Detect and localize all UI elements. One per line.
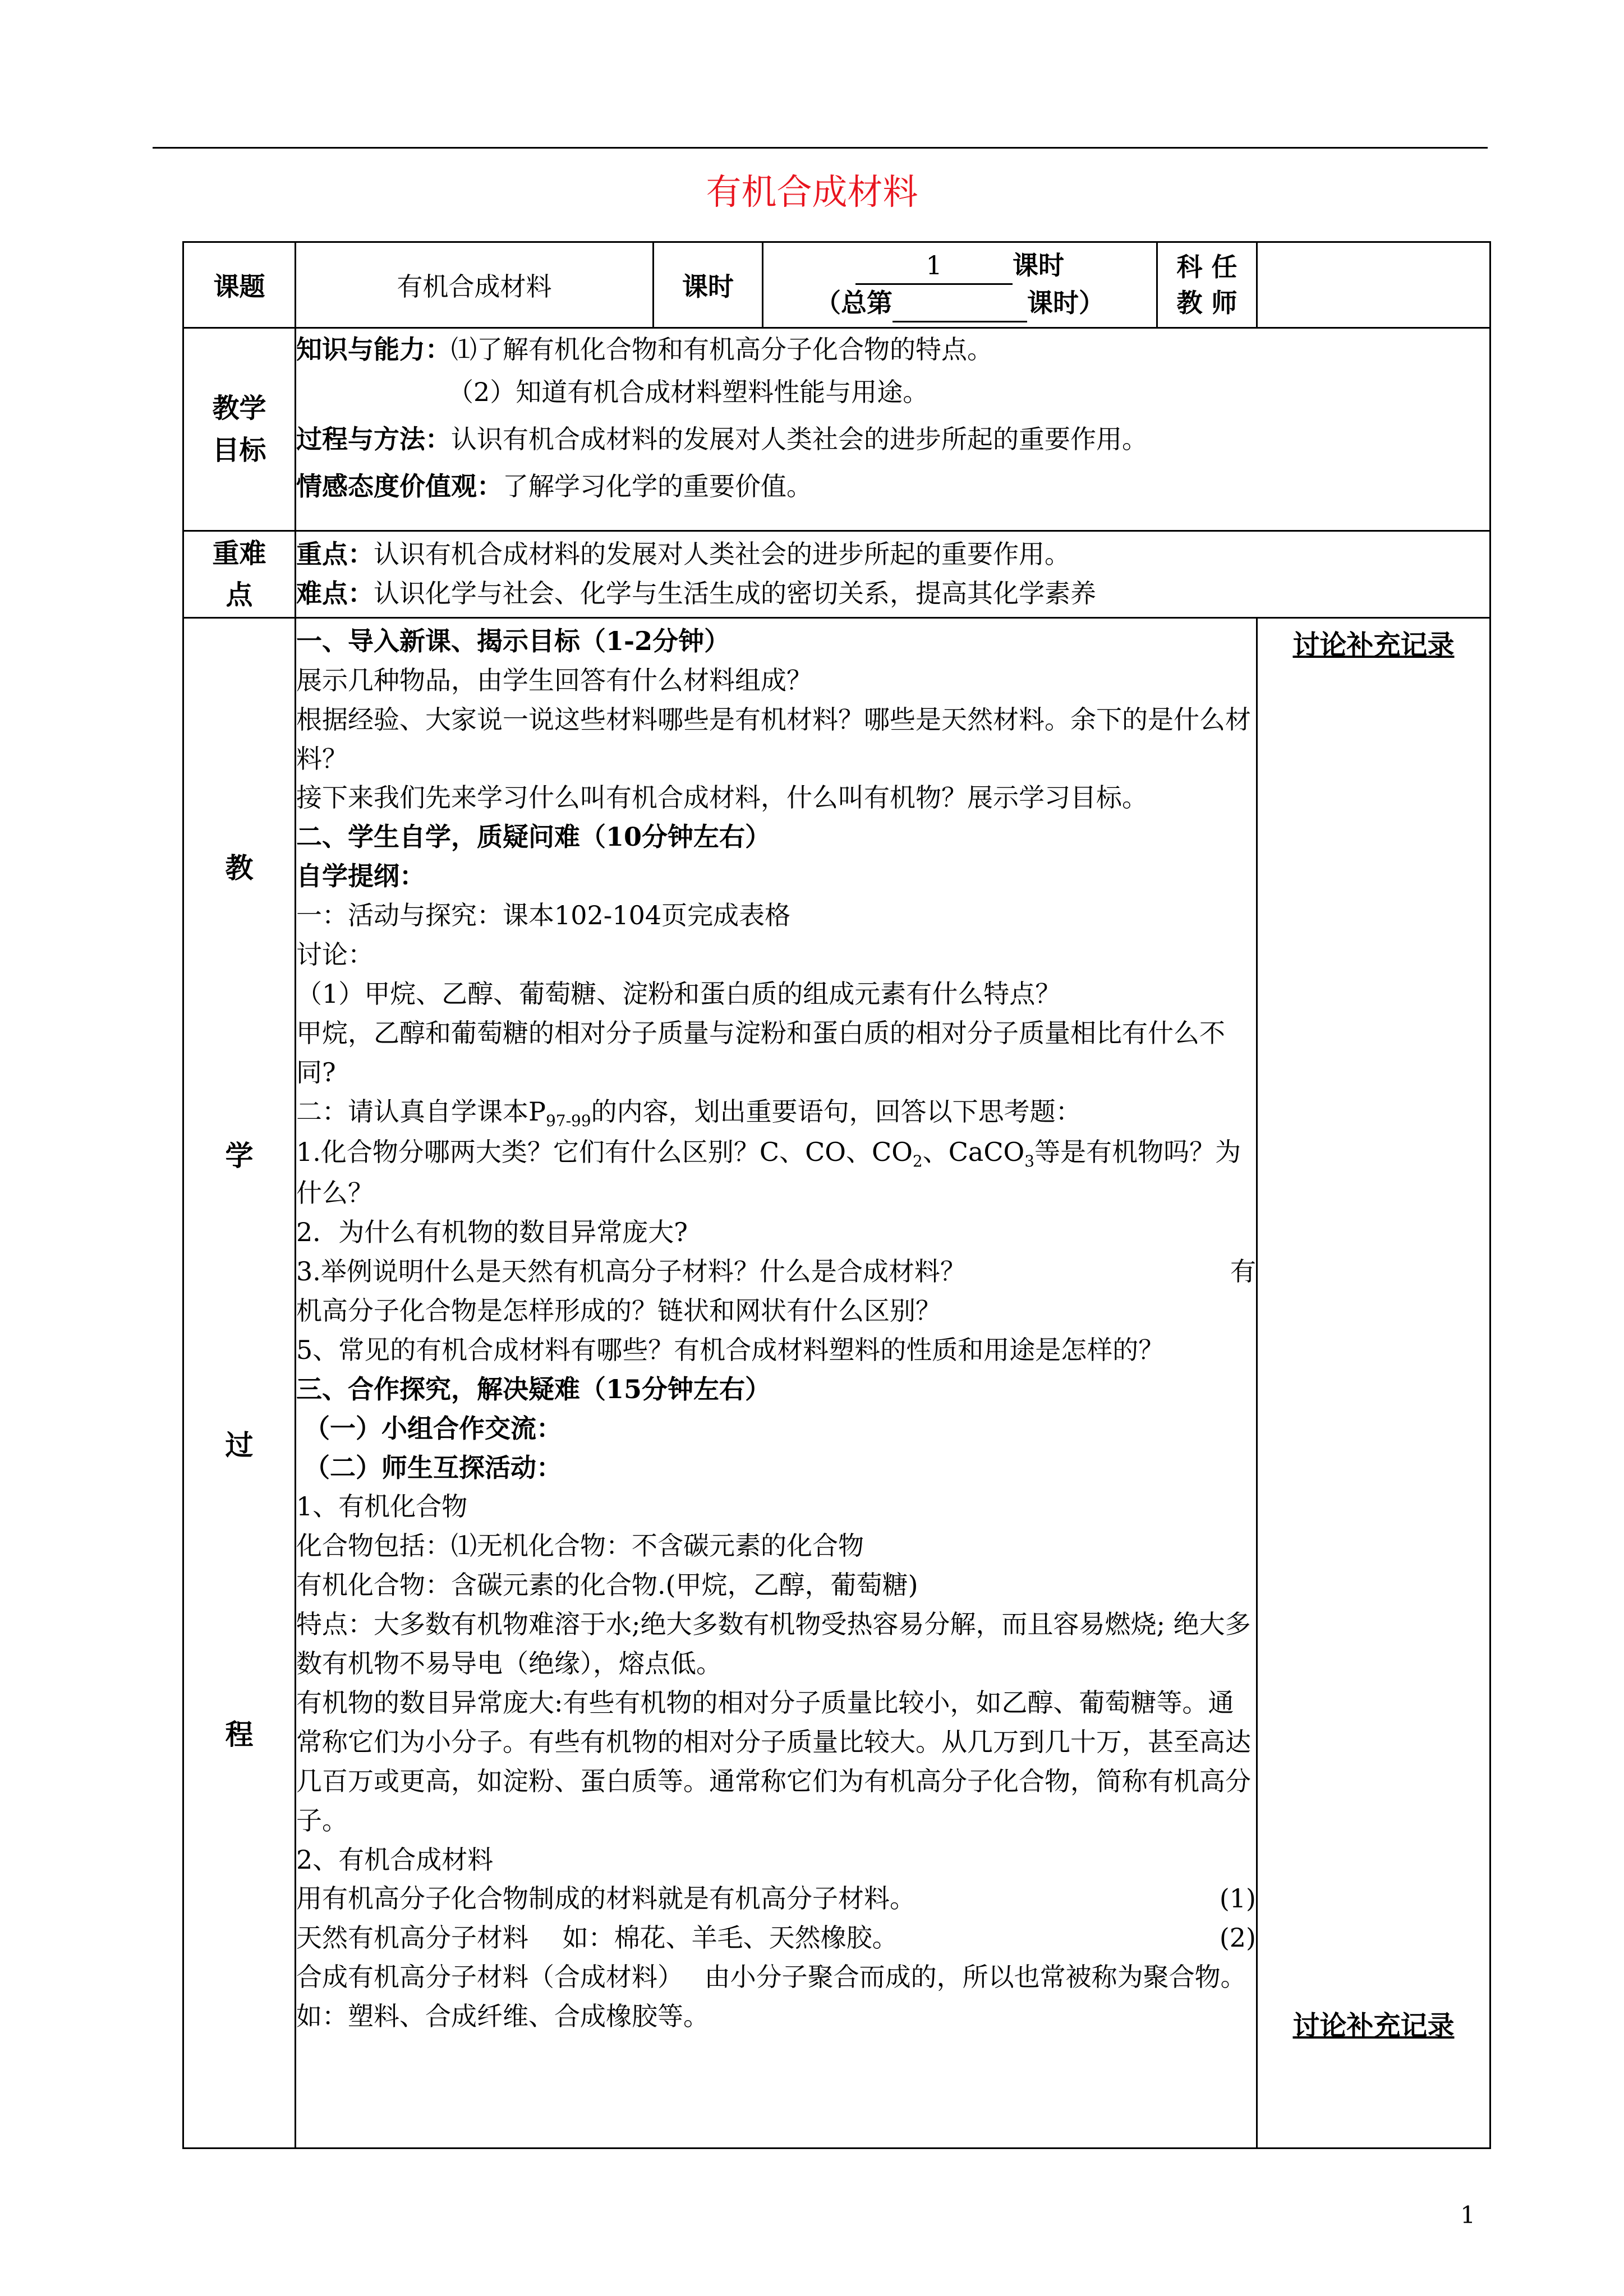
s2-line-9: 机高分子化合物是怎样形成的？链状和网状有什么区别？ <box>296 1295 941 1326</box>
s1-line-1: 展示几种物品，由学生回答有什么材料组成？ <box>296 665 812 695</box>
s2-line-8 <box>296 1252 1256 1292</box>
s2-line-4: 甲烷，乙醇和葡萄糖的相对分子质量与淀粉和蛋白质的相对分子质量相比有什么不同? <box>296 1017 1225 1087</box>
s3-line-1: 化合物包括：⑴无机化合物：不含碳元素的化合物 <box>296 1530 864 1561</box>
topic-value: 有机合成材料 <box>296 242 654 328</box>
s3-line-6 <box>296 1919 1256 1958</box>
teacher-value <box>1257 242 1490 328</box>
header-rule <box>153 147 1488 149</box>
objectives-label-line2: 目标 <box>212 434 266 466</box>
s3-line-2: 有机化合物：含碳元素的化合物.(甲烷，乙醇，葡萄糖) <box>296 1570 918 1601</box>
objectives-content <box>296 328 1490 531</box>
emotion-label: 情感态度价值观： <box>296 471 503 501</box>
process-label <box>183 617 296 2148</box>
process-label-char-2: 学 <box>225 1138 254 1172</box>
s2-line-10: 5、常见的有机合成材料有哪些？有机合成材料塑料的性质和用途是怎样的？ <box>296 1334 1165 1365</box>
total-blank <box>892 285 1027 322</box>
page-number: 1 <box>1460 2201 1475 2229</box>
teacher-label-line1: 科 任 <box>1176 251 1237 282</box>
key-points-label-line1: 重难 <box>212 537 266 569</box>
s2-line-7: 2．为什么有机物的数目异常庞大? <box>296 1217 688 1248</box>
process-text: 认识有机合成材料的发展对人类社会的进步所起的重要作用。 <box>451 423 1148 454</box>
objectives-label-line1: 教学 <box>212 393 266 425</box>
s2-line-6b: 、CaCO <box>922 1137 1025 1168</box>
topic-label: 课题 <box>183 242 296 328</box>
section-3-heading: 三、合作探究，解决疑难（15分钟左右） <box>296 1373 771 1404</box>
process-row <box>183 617 1490 2148</box>
ability-1: ⑴了解有机化合物和有机高分子化合物的特点。 <box>451 334 993 365</box>
discussion-note-bottom: 讨论补充记录 <box>1292 2009 1455 2041</box>
discussion-note-top: 讨论补充记录 <box>1292 629 1455 661</box>
s2-line-8a: 3.举例说明什么是天然有机高分子材料？什么是合成材料？ <box>296 1256 966 1287</box>
s3-sub-2: （二）师生互探活动： <box>304 1452 562 1483</box>
objectives-row <box>183 328 1490 531</box>
hours-value: 1 <box>855 247 1013 285</box>
s1-line-3: 接下来我们先来学习什么叫有机合成材料，什么叫有机物？展示学习目标。 <box>296 782 1148 813</box>
s3-line-4: 有机物的数目异常庞大:有些有机物的相对分子质量比较小，如乙醇、葡萄糖等。通常称它们为小分子。有些有机物的相对分子质量比较大。从几万到几十万，甚至高达几百万或更高，如淀粉、蛋白质等。通常称它们为有机高分子化合物，简称有机高分子。 <box>296 1687 1251 1836</box>
key-points-row <box>183 531 1490 618</box>
total-prefix: （总第 <box>815 288 892 318</box>
total-suffix: 课时） <box>1027 288 1105 318</box>
key-points-content <box>296 531 1490 618</box>
s3-line-6-num: (2) <box>1219 1922 1256 1953</box>
ability-label: 知识与能力： <box>296 334 451 365</box>
lesson-plan-table <box>182 241 1491 2149</box>
s2-line-6-sub2: 3 <box>1024 1152 1035 1171</box>
s2-line-6c: 等是有机物吗？为什么？ <box>296 1137 1241 1209</box>
discussion-notes-column <box>1257 617 1490 2148</box>
key-points-label-line2: 点 <box>226 579 253 611</box>
s2-line-3: （1）甲烷、乙醇、葡萄糖、淀粉和蛋白质的组成元素有什么特点？ <box>296 978 1061 1009</box>
process-label-char-3: 过 <box>225 1428 254 1461</box>
header-row <box>183 242 1490 328</box>
s2-line-8-tail: 有 <box>1230 1256 1256 1287</box>
s2-line-5b: 的内容，划出重要语句，回答以下思考题： <box>591 1096 1082 1127</box>
s2-line-5a: 二：请认真自学课本P <box>296 1096 546 1127</box>
s2-line-2: 讨论： <box>296 939 374 970</box>
s2-line-5-sub: 97-99 <box>545 1111 591 1130</box>
s2-line-5 <box>296 1092 1256 1133</box>
key-label: 重点： <box>296 539 374 569</box>
teacher-label-line2: 教 师 <box>1176 288 1237 318</box>
hours-label: 课时 <box>654 242 763 328</box>
s3-line-6a: 天然有机高分子材料 如：棉花、羊毛、天然橡胶。 <box>296 1922 898 1953</box>
s3-topic-1: 1、有机化合物 <box>296 1491 468 1522</box>
s3-line-5 <box>296 1879 1256 1919</box>
s2-outline: 自学提纲： <box>296 861 425 892</box>
s2-line-6 <box>296 1133 1256 1213</box>
s3-sub-1: （一）小组合作交流： <box>304 1413 562 1444</box>
s1-line-2: 根据经验、大家说一说这些材料哪些是有机材料？哪些是天然材料。余下的是什么材料？ <box>296 704 1251 774</box>
process-content <box>296 617 1257 2148</box>
document-title: 有机合成材料 <box>706 172 918 213</box>
section-1-heading: 一、导入新课、揭示目标（1-2分钟） <box>296 625 730 656</box>
hours-suffix: 课时 <box>1013 250 1064 280</box>
s2-line-6a: 1.化合物分哪两大类？它们有什么区别？C、CO、CO <box>296 1137 913 1168</box>
s3-line-5a: 用有机高分子化合物制成的材料就是有机高分子材料。 <box>296 1883 915 1914</box>
difficult-text: 认识化学与社会、化学与生活生成的密切关系，提高其化学素养 <box>374 578 1096 608</box>
hours-cell <box>763 242 1157 328</box>
process-label-char-1: 教 <box>225 851 254 884</box>
process-label: 过程与方法： <box>296 423 451 454</box>
objectives-label <box>183 328 296 531</box>
section-2-heading: 二、学生自学，质疑问难（10分钟左右） <box>296 822 771 852</box>
process-label-char-4: 程 <box>225 1717 254 1751</box>
s3-line-5-num: (1) <box>1219 1883 1256 1914</box>
s3-line-7: 合成有机高分子材料（合成材料） 由小分子聚合而成的，所以也常被称为聚合物。如：塑料、合成纤维、合成橡胶等。 <box>296 1962 1246 2032</box>
key-text: 认识有机合成材料的发展对人类社会的进步所起的重要作用。 <box>374 539 1070 569</box>
s3-topic-2: 2、有机合成材料 <box>296 1844 494 1875</box>
s3-line-3: 特点：大多数有机物难溶于水;绝大多数有机物受热容易分解，而且容易燃烧; 绝大多数有机物不易导电（绝缘），熔点低。 <box>296 1609 1251 1679</box>
teacher-label <box>1157 242 1257 328</box>
s2-line-1: 一：活动与探究：课本102-104页完成表格 <box>296 900 791 931</box>
difficult-label: 难点： <box>296 578 374 608</box>
ability-2: （2）知道有机合成材料塑料性能与用途。 <box>448 376 929 407</box>
emotion-text: 了解学习化学的重要价值。 <box>503 471 812 501</box>
s2-line-6-sub1: 2 <box>912 1152 923 1171</box>
key-points-label <box>183 531 296 618</box>
